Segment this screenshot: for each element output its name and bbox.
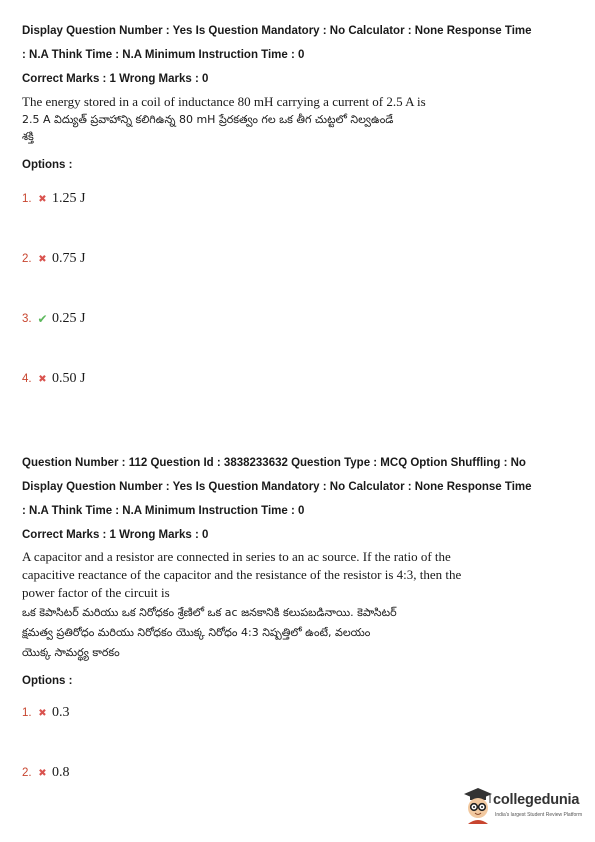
option-text: 0.25 J <box>52 311 86 326</box>
q2-telugu-line3: యొక్క సామర్థ్య కారకం <box>22 646 120 659</box>
q1-question-text: The energy stored in a coil of inductance 80 mH carrying a current of 2.5 A is <box>22 94 426 109</box>
q2-question-text-line3: power factor of the circuit is <box>22 585 170 600</box>
option-text: 0.75 J <box>52 251 86 266</box>
option-number: 2. <box>22 253 32 265</box>
cross-icon: ✖ <box>38 767 47 779</box>
option-text: 0.3 <box>52 705 70 720</box>
q2-question-text-line1: A capacitor and a resistor are connected in series to an ac source. If the ratio of the <box>22 549 451 564</box>
q2-option-2[interactable] <box>22 763 70 783</box>
option-number: 1. <box>22 707 32 719</box>
q2-options-label: Options : <box>22 675 73 687</box>
collegedunia-logo[interactable] <box>463 786 587 830</box>
q1-option-3[interactable] <box>22 309 85 329</box>
cross-icon: ✖ <box>38 253 47 265</box>
option-text: 0.8 <box>52 765 70 780</box>
q2-meta-line0: Question Number : 112 Question Id : 3838233632 Question Type : MCQ Option Shuffling : No <box>22 457 526 469</box>
q2-telugu-line1: ఒక కెపాసిటర్ మరియు ఒక నిరోధకం శ్రేణిలో ఒక ac జనకానికి కలుపబడినాయి. కెపాసిటర్ <box>22 606 397 619</box>
q1-option-4[interactable] <box>22 369 85 389</box>
q2-meta-line2: : N.A Think Time : N.A Minimum Instruction Time : 0 <box>22 505 305 517</box>
cross-icon: ✖ <box>38 193 47 205</box>
q1-option-2[interactable] <box>22 249 85 269</box>
q2-option-1[interactable] <box>22 703 70 723</box>
option-text: 1.25 J <box>52 191 86 206</box>
cross-icon: ✖ <box>38 707 47 719</box>
q1-meta-line2: : N.A Think Time : N.A Minimum Instruction Time : 0 <box>22 49 305 61</box>
check-icon: ✔ <box>37 312 48 326</box>
q1-marks: Correct Marks : 1 Wrong Marks : 0 <box>22 73 209 85</box>
q1-telugu-line1: 2.5 A విద్యుత్ ప్రవాహాన్ని కలిగిఉన్న 80 mH ప్రేరకత్వం గల ఒక తీగ చుట్టలో నిల్వఉండే <box>22 113 394 126</box>
student-mascot-icon <box>463 786 493 826</box>
q1-options-label: Options : <box>22 159 73 171</box>
q2-telugu-line2: క్షమత్వ ప్రతిరోధం మరియు నిరోధకం యొక్క నిరోధం 4:3 నిష్పత్తిలో ఉంటే, వలయం <box>22 626 371 639</box>
option-number: 2. <box>22 767 32 779</box>
option-number: 1. <box>22 193 32 205</box>
option-number: 3. <box>22 313 32 325</box>
q2-question-text-line2: capacitive reactance of the capacitor and the resistance of the resistor is 4:3, then the <box>22 567 462 582</box>
option-text: 0.50 J <box>52 371 86 386</box>
cross-icon: ✖ <box>38 373 47 385</box>
logo-wordmark: collegedunia <box>493 792 580 808</box>
q1-telugu-line2: శక్తి <box>22 130 34 143</box>
q1-meta-line1: Display Question Number : Yes Is Question Mandatory : No Calculator : None Response Time <box>22 25 532 37</box>
q2-marks: Correct Marks : 1 Wrong Marks : 0 <box>22 529 209 541</box>
q2-meta-line1: Display Question Number : Yes Is Question Mandatory : No Calculator : None Response Time <box>22 481 532 493</box>
q1-option-1[interactable] <box>22 189 85 209</box>
logo-tagline: India's largest Student Review Platform <box>495 812 583 818</box>
option-number: 4. <box>22 373 32 385</box>
